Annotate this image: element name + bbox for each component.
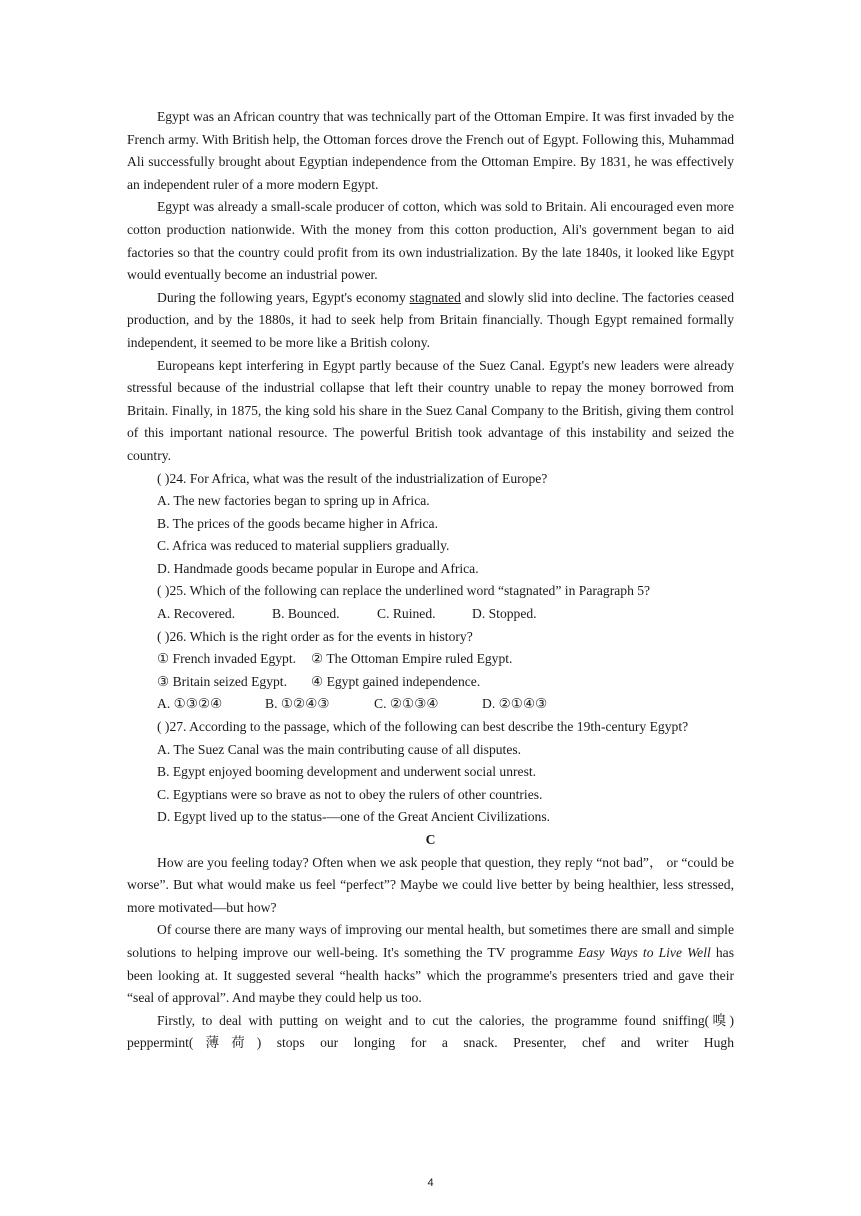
page-content bbox=[127, 106, 734, 1055]
question-27-option-a: A. The Suez Canal was the main contributing cause of all disputes. bbox=[157, 741, 522, 757]
page-number: 4 bbox=[427, 1177, 434, 1189]
question-26-option-d: D. ②①④③ bbox=[482, 696, 548, 712]
passage-paragraph-3 bbox=[127, 287, 734, 355]
question-25-option-d: D. Stopped. bbox=[472, 606, 537, 622]
question-26-stem: ( )26. Which is the right order as for the events in history? bbox=[157, 628, 473, 644]
paragraph-2-text-end: has been looking at. It suggested several “health hacks” which the programme's presenters tried and gave their “seal of approval”. And maybe they could help us too. bbox=[127, 944, 734, 1006]
question-24-stem: ( )24. For Africa, what was the result of the industrialization of Europe? bbox=[157, 470, 548, 486]
passage-paragraph-1: Egypt was an African country that was technically part of the Ottoman Empire. It was first invaded by the French army. With British help, the Ottoman forces drove the French out of Egypt. Following this, Muhammad Ali successfully brought about Egyptian independence from the Ottoman Empire. By 1831, he was effectively an independent ruler of a more modern Egypt. bbox=[127, 109, 734, 192]
question-26-option-a: A. ①③②④ bbox=[157, 696, 223, 712]
paragraph-2-text-start: Of course there are many ways of improving our mental health, but sometimes there are small and simple solutions to helping improve our well-being. It's something the TV programme bbox=[127, 922, 734, 960]
passage-paragraph-2: Egypt was already a small-scale producer of cotton, which was sold to Britain. Ali encouraged even more cotton production nationwide. With the money from this cotton production, Ali's government began to aid factories so that the country could profit from its own industrialization. By the late 1840s, it looked like Egypt would eventually become an industrial power. bbox=[127, 199, 734, 283]
question-27-option-b: B. Egypt enjoyed booming development and underwent social unrest. bbox=[157, 764, 537, 780]
question-25-option-b: B. Bounced. bbox=[272, 606, 340, 622]
question-27-option-c: C. Egyptians were so brave as not to obey the rulers of other countries. bbox=[157, 786, 543, 802]
event-2: ② The Ottoman Empire ruled Egypt. bbox=[311, 651, 513, 667]
event-1: ① French invaded Egypt. bbox=[157, 651, 297, 667]
passage-paragraph-4: Europeans kept interfering in Egypt partly because of the Suez Canal. Egypt's new leaders were already stressful because of the industrial collapse that left their country unable to repay the money borrowed from Britain. Finally, in 1875, the king sold his share in the Suez Canal Company to the British, giving them control of this important national resource. The powerful British took advantage of this instability and seized the country. bbox=[127, 357, 734, 463]
question-24-option-b: B. The prices of the goods became higher in Africa. bbox=[157, 515, 438, 531]
question-25-option-a: A. Recovered. bbox=[157, 606, 236, 622]
question-26-options bbox=[127, 693, 734, 716]
question-26-events-row-2 bbox=[127, 671, 734, 694]
section-c-title: C bbox=[425, 832, 436, 847]
question-27-option-d: D. Egypt lived up to the status-—one of the Great Ancient Civilizations. bbox=[157, 809, 551, 825]
question-26-option-c: C. ②①③④ bbox=[374, 696, 439, 712]
event-3: ③ Britain seized Egypt. bbox=[157, 673, 287, 689]
paragraph-3-text-start: During the following years, Egypt's economy bbox=[157, 289, 410, 305]
question-26-events-row-1 bbox=[127, 648, 734, 671]
question-27-stem: ( )27. According to the passage, which of the following can best describe the 19th-century Egypt? bbox=[157, 719, 689, 735]
question-26-option-b: B. ①②④③ bbox=[265, 696, 330, 712]
underlined-word: stagnated bbox=[409, 289, 461, 305]
question-24-option-d: D. Handmade goods became popular in Europe and Africa. bbox=[157, 560, 479, 576]
question-25-stem: ( )25. Which of the following can replace the underlined word “stagnated” in Paragraph 5? bbox=[157, 583, 651, 599]
question-25-options bbox=[127, 603, 734, 626]
question-25-option-c: C. Ruined. bbox=[377, 606, 436, 622]
paragraph-3-text-end: and slowly slid into decline. The factories ceased production, and by the 1880s, it had to seek help from Britain financially. Though Egypt remained formally independent, it seemed to be more like a British colony. bbox=[127, 289, 734, 350]
section-c-paragraph-2 bbox=[127, 919, 734, 1009]
section-c-paragraph-1: How are you feeling today? Often when we ask people that question, they reply “not bad”， or “could be worse”. But what would make us feel “perfect”? Maybe we could live better by being healthier, less stressed, more motivated—but how? bbox=[127, 854, 734, 915]
question-24-option-a: A. The new factories began to spring up in Africa. bbox=[157, 493, 430, 509]
programme-title: Easy Ways to Live Well bbox=[578, 944, 711, 960]
section-c-paragraph-3: Firstly, to deal with putting on weight and to cut the calories, the programme found sniffing(嗅) peppermint(薄荷) stops our longing for a snack. Presenter, chef and writer Hugh bbox=[127, 1012, 734, 1051]
event-4: ④ Egypt gained independence. bbox=[311, 673, 481, 689]
question-24-option-c: C. Africa was reduced to material suppliers gradually. bbox=[157, 538, 450, 554]
